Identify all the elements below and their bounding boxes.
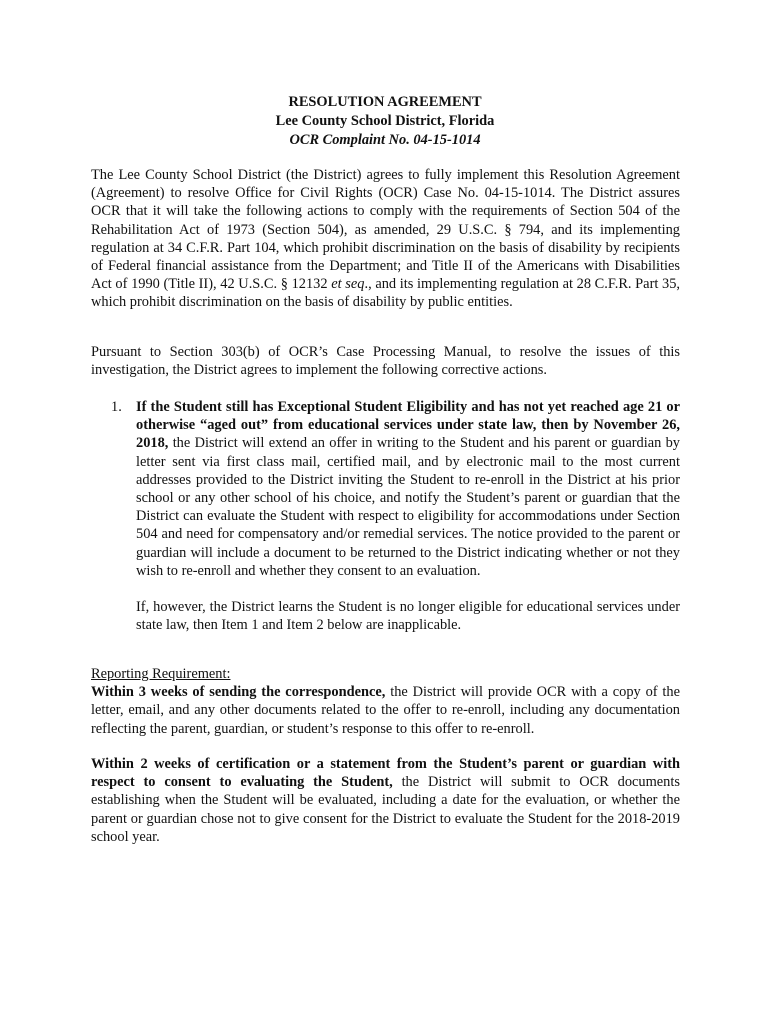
intro-text-part1: The Lee County School District (the District) agrees to fully implement this Resolution Agreement (Agreement) to resolve Office for Civil Rights (OCR) Case No. 04-15-1014. The District assures OCR that it will take the following actions to comply with the requirements of Section 504 of the Rehabilitation Act of 1973 (Section 504), as amended, 29 U.S.C. § 794, and its implementing regulation at 34 C.F.R. Part 104, which prohibit discrimination on the basis of disability by recipients of Federal financial assistance from the Department; and Title II of the Americans with Disabilities Act of 1990 (Title II), 42 U.S.C. § 12132 [91, 167, 680, 293]
intro-et-seq: et seq [331, 276, 365, 293]
reporting-heading: Reporting Requirement: [91, 666, 231, 682]
district-name: Lee County School District, Florida [275, 113, 495, 129]
document-header [0, 93, 770, 150]
document-title: RESOLUTION AGREEMENT [288, 94, 482, 110]
list-item-number: 1. [111, 399, 122, 415]
reporting-paragraph [91, 683, 680, 738]
item1-bold-text: If the Student still has Exceptional Student Eligibility and has not yet reached age 21 or otherwise “aged out” from educational services under state law, then by November 26, 2018, [136, 399, 680, 452]
complaint-number: OCR Complaint No. 04-15-1014 [289, 132, 481, 148]
list-item-body [136, 398, 680, 634]
reporting-section [91, 665, 680, 738]
within2-paragraph [91, 755, 680, 846]
pursuant-paragraph: Pursuant to Section 303(b) of OCR’s Case Processing Manual, to resolve the issues of this investigation, the District agrees to implement the following corrective actions. [91, 344, 680, 379]
list-item-1 [111, 398, 680, 634]
item1-paragraph [136, 398, 680, 580]
reporting-bold-text: Within 3 weeks of sending the correspondence, [91, 684, 386, 701]
item1-text: the District will extend an offer in writing to the Student and his parent or guardian by letter sent via first class mail, certified mail, and by electronic mail to the most current addresses provided to the District inviting the Student to re-enroll in the District at his prior school or any other school of his choice, and notify the Student’s parent or guardian that the District can evaluate the Student with respect to eligibility for accommodations under Section 504 and need for compensatory and/or remedial services. The notice provided to the parent or guardian will include a document to be returned to the District indicating whether or not they wish to re-enroll and whether they consent to an evaluation. [136, 435, 680, 579]
reporting-text: the District will provide OCR with a copy of the letter, email, and any other documents related to the offer to re-enroll, including any documentation reflecting the parent, guardian, or student’s response to this offer to re-enroll. [91, 684, 680, 737]
intro-text-part2: ., and its implementing regulation at 28 C.F.R. Part 35, which prohibit discrimination on the basis of disability by public entities. [91, 276, 680, 311]
within2-bold-text: Within 2 weeks of certification or a statement from the Student’s parent or guardian with respect to consent to evaluating the Student, [91, 756, 680, 791]
item1-followup: If, however, the District learns the Student is no longer eligible for educational services under state law, then Item 1 and Item 2 below are inapplicable. [136, 599, 680, 634]
within2-text: the District will submit to OCR documents establishing when the Student will be evaluated, including a date for the evaluation, or whether the parent or guardian chose not to give consent for the District to evaluate the Student for the 2018-2019 school year. [91, 774, 680, 845]
intro-paragraph [91, 166, 680, 312]
